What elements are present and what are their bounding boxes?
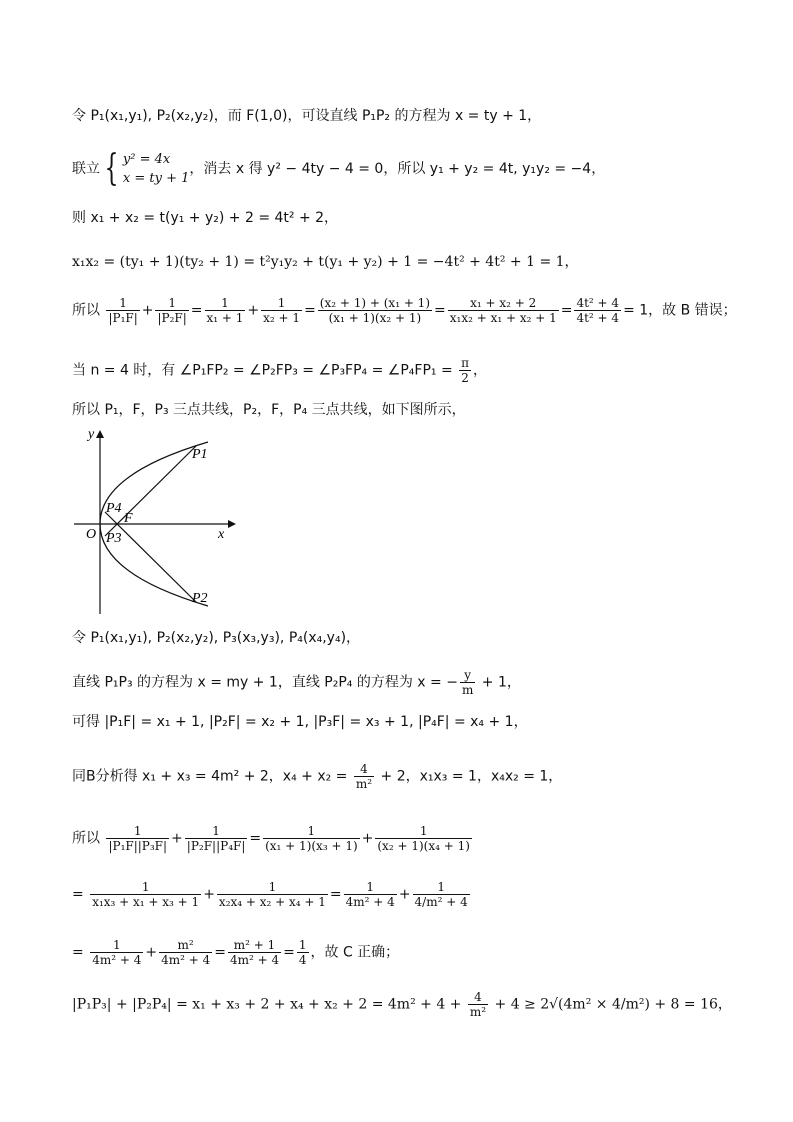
line-9-text: 直线 P₁P₃ 的方程为 x = my + 1，直线 P₂P₄ 的方程为 x = − [72,674,458,691]
fraction [217,880,328,909]
line-9-tail: + 1， [477,674,521,691]
denominator: (x₁ + 1)(x₃ + 1) [265,839,358,853]
numerator: 1 [298,938,307,952]
numerator: 1 [263,824,360,839]
line-5-tail: = 1，故 B 错误； [623,302,737,319]
fraction [106,296,139,325]
line-2-text: ，消去 x 得 y² − 4ty − 4 = 0，所以 y₁ + y₂ = 4t, y₁y₂ = −4， [189,161,606,177]
denominator: (x₂ + 1)(x₄ + 1) [377,839,470,853]
numerator: y [460,668,475,683]
label-p1: P1 [192,447,208,462]
line-1 [72,106,763,126]
fraction [344,880,397,909]
chord-p4-p2 [105,512,196,602]
numerator: 1 [217,880,328,895]
x-axis-arrow [228,520,236,528]
denominator: |P₂F| [157,311,187,325]
line-15-tail: + 4 ≥ 2√(4m² × 4/m²) + 8 = 16， [490,996,732,1013]
fraction [90,938,143,967]
numerator: x₁ + x₂ + 2 [448,296,559,311]
line-6 [72,356,763,385]
fraction [185,824,248,853]
label-y: y [88,427,95,442]
fraction [106,824,169,853]
system-eq2: x = ty + 1 [122,171,190,186]
denominator: x₂ + 1 [263,311,301,325]
numerator: 1 [185,824,248,839]
fraction [318,296,432,325]
line-7 [72,400,763,420]
label-x: x [218,527,225,542]
fraction [228,938,281,967]
denominator: 2 [461,371,469,385]
fraction [468,990,488,1019]
numerator: 1 [90,880,201,895]
line-13-prefix: = [72,886,89,903]
denominator: m² [355,777,373,791]
fraction [354,762,374,791]
numerator: 1 [106,296,139,311]
denominator: m [461,683,474,697]
line-12: 所以 $\frac{1}{\text{|P₁F||P₃F|}}$ + $\frac{1}{\text{|P₂F||P₄F|}}$ = $\frac{1}{\text{(x₁ + 1)(x₃ + 1)}}$ + $\frac{1}{\text{(x₂ + 1)(x₄ + 1)}}$ [72,824,470,853]
line-15-text: |P₁P₃| + |P₂P₄| = x₁ + x₃ + 2 + x₄ + x₂ + 2 = 4m² + 4 + [72,996,466,1013]
fraction [263,824,360,853]
fraction [574,296,621,325]
denominator: |P₁F| [108,311,138,325]
line-5: 所以 $\frac{1}{\text{|P₁F|}}$ + $\frac{1}{\text{|P₂F|}}$ = $\frac{1}{\text{x₁ + 1}}$ + $\frac{1}{\text{x₂ + 1}}$ = $\frac{\text{(x₂ + 1) + (x₁ + 1)}}{\text{(x₁ + 1)(x₂ + 1)}}$ = $\frac{\text{x₁ + x₂ + 2}}{\text{x₁x₂ + x₁ + x₂ + 1}}$ = $\frac{\text{4t² + 4}}{\text{4t² + 4}}$ = 1，故 B 错误； [72,296,737,325]
label-focus: F [124,511,133,526]
denominator: (x₁ + 1)(x₂ + 1) [328,311,422,325]
line-10-text: 可得 |P₁F| = x₁ + 1, |P₂F| = x₂ + 1, |P₃F| = x₃ + 1, |P₄F| = x₄ + 1， [72,714,528,730]
numerator: 1 [155,296,188,311]
line-10 [72,712,763,732]
chord-p1-p3 [105,446,196,536]
fraction [375,824,472,853]
parabola-figure [72,424,242,618]
fraction [448,296,559,325]
numerator: m² + 1 [228,938,281,953]
denominator: 4m² + 4 [229,953,280,967]
label-p3: P3 [106,531,122,546]
denominator: |P₂F||P₄F| [186,839,246,853]
denominator: 4m² + 4 [161,953,211,967]
denominator: x₂x₄ + x₂ + x₄ + 1 [218,895,326,909]
denominator: 4m² + 4 [92,953,142,967]
fraction [159,938,212,967]
numerator: 1 [344,880,397,895]
line-4 [72,252,763,272]
y-axis-arrow [96,430,104,438]
label-p4: P4 [106,501,122,516]
line-3 [72,208,763,228]
line-9 [72,668,763,697]
system-eq1: y² = 4x [122,152,171,167]
system-prefix: 联立 [72,161,100,177]
label-p2: P2 [192,591,208,606]
line-6-tail: ， [473,362,488,379]
fraction [90,880,201,909]
numerator: 1 [413,880,470,895]
fraction [413,880,470,909]
denominator: 4/m² + 4 [414,895,468,909]
denominator: 4m² + 4 [345,895,395,909]
line-8-text: 令 P₁(x₁,y₁), P₂(x₂,y₂), P₃(x₃,y₃), P₄(x₄,y₄)， [72,630,361,646]
line-11-tail: + 2，x₁x₃ = 1，x₄x₂ = 1， [376,768,563,785]
denominator: x₁x₂ + x₁ + x₂ + 1 [449,311,557,325]
line-8 [72,628,763,648]
denominator: m² [469,1005,487,1019]
fraction [205,296,246,325]
numerator: 1 [261,296,302,311]
numerator: 1 [106,824,169,839]
numerator: 4 [468,990,488,1005]
line-6-text: 当 n = 4 时，有 ∠P₁FP₂ = ∠P₂FP₃ = ∠P₃FP₄ = ∠P₄FP₁ = [72,362,458,379]
system-brace: { [104,148,119,189]
denominator: x₁x₃ + x₁ + x₃ + 1 [92,895,200,909]
fraction [460,668,475,697]
numerator: m² [159,938,212,953]
denominator: |P₁F||P₃F| [108,839,168,853]
numerator: 1 [90,938,143,953]
line-14: = $\frac{1}{\text{4m² + 4}}$ + $\frac{\text{m²}}{\text{4m² + 4}}$ = $\frac{\text{m² + 1}}{\text{4m² + 4}}$ = $\frac{1}{4}$ ，故 C 正确； [72,938,400,967]
line-13: = $\frac{1}{\text{x₁x₃ + x₁ + x₃ + 1}}$ + $\frac{1}{\text{x₂x₄ + x₂ + x₄ + 1}}$ = $\frac{1}{\text{4m² + 4}}$ + $\frac{1}{\text{4/m² + 4}}$ [72,880,468,909]
line-4-text: x₁x₂ = (ty₁ + 1)(ty₂ + 1) = t²y₁y₂ + t(y₁ + y₂) + 1 = −4t² + 4t² + 1 = 1， [72,254,579,270]
fraction [155,296,188,325]
numerator: (x₂ + 1) + (x₁ + 1) [319,296,430,310]
line-3-text: 则 x₁ + x₂ = t(y₁ + y₂) + 2 = 4t² + 2， [72,210,339,226]
equation-system [123,150,190,188]
line-1-text: 令 P₁(x₁,y₁), P₂(x₂,y₂)，而 F(1,0)，可设直线 P₁P₂ 的方程为 x = ty + 1， [72,108,542,124]
fraction [261,296,302,325]
line-5-prefix: 所以 [72,302,100,319]
line-14-prefix: = [72,944,89,961]
denominator: x₁ + 1 [206,311,244,325]
line-15 [72,990,763,1019]
line-11-text: 同B分析得 x₁ + x₃ = 4m² + 2，x₄ + x₂ = [72,768,352,785]
fraction [297,938,309,967]
label-origin: O [86,527,97,542]
numerator: π [461,356,470,370]
line-2 [72,150,763,188]
line-11 [72,762,763,791]
numerator: 4t² + 4 [576,296,620,310]
denominator: 4 [298,953,307,967]
numerator: 4 [354,762,374,777]
denominator: 4t² + 4 [576,311,620,325]
line-14-tail: ，故 C 正确； [310,944,400,961]
line-7-text: 所以 P₁，F，P₃ 三点共线，P₂，F，P₄ 三点共线，如下图所示， [72,402,466,418]
fraction [459,356,471,385]
numerator: 1 [205,296,246,311]
line-12-prefix: 所以 [72,830,100,847]
numerator: 1 [375,824,472,839]
